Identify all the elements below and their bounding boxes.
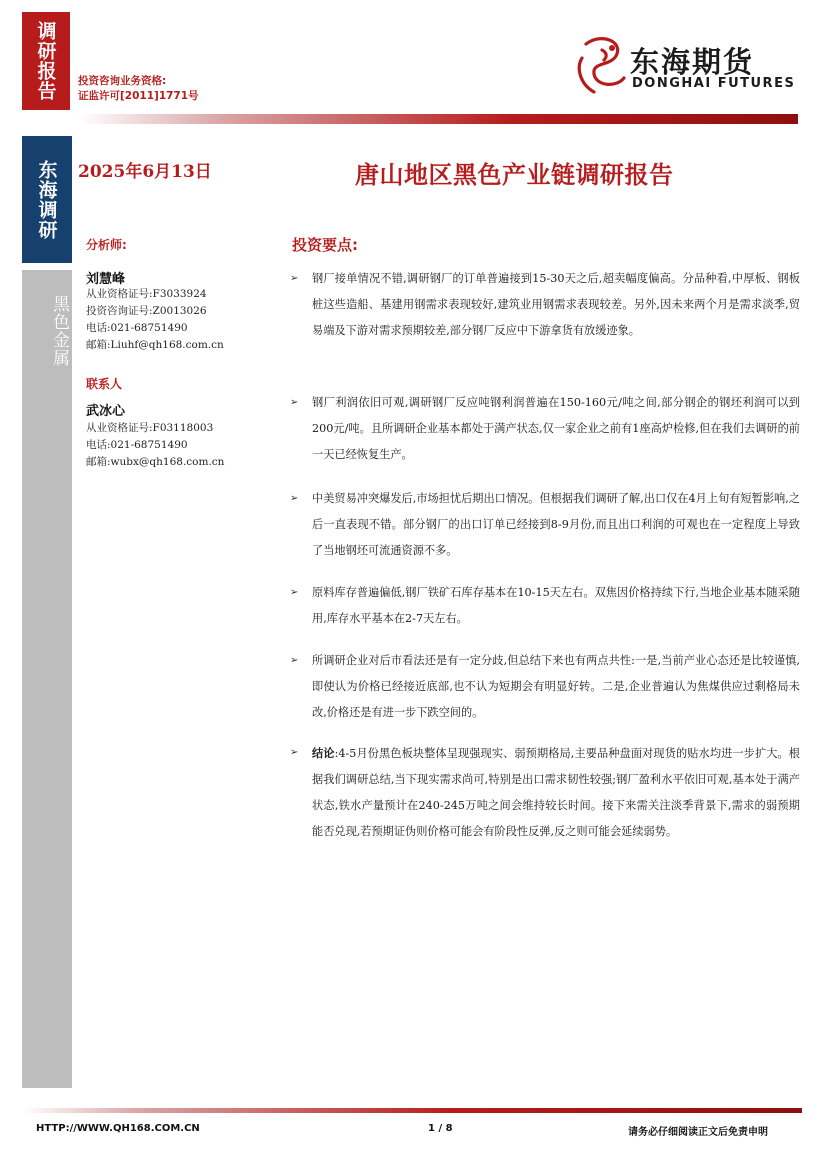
license-line-1: 投资咨询业务资格:: [78, 75, 167, 87]
bullet-arrow-icon: ➢: [290, 747, 299, 758]
bullet-arrow-icon: ➢: [290, 273, 299, 284]
key-point-text: 中美贸易冲突爆发后,市场担忧后期出口情况。但根据我们调研了解,出口仅在4月上旬有短暂影响,之后一直表现不错。部分钢厂的出口订单已经接到8-9月份,而且出口利润的可观也在一定程度上导致了当地钢坯可流通资源不多。: [312, 492, 800, 557]
contact-details: [86, 420, 224, 471]
footer-disclaimer: 请务必仔细阅读正文后免责申明: [628, 1127, 768, 1138]
footer-divider: [22, 1108, 802, 1113]
bullet-arrow-icon: ➢: [290, 655, 299, 666]
key-point-item: [290, 580, 800, 632]
license-info: [78, 74, 199, 104]
logo-text-en: DONGHAI FUTURES: [632, 76, 796, 91]
report-date: 2025年6月13日: [78, 162, 212, 182]
bullet-arrow-icon: ➢: [290, 397, 299, 408]
analyst-details: [86, 286, 224, 354]
page-number: 1 / 8: [428, 1123, 453, 1134]
contact-name: 武冰心: [86, 404, 126, 419]
header-divider: [78, 114, 798, 124]
contact-detail-line: 电话:021-68751490: [86, 439, 188, 451]
footer-website-link[interactable]: HTTP://WWW.QH168.COM.CN: [36, 1123, 200, 1134]
key-point-conclusion: [290, 740, 800, 845]
analyst-name: 刘慧峰: [86, 272, 126, 287]
key-point-item: [290, 390, 800, 468]
key-points-heading: 投资要点:: [292, 236, 358, 254]
contact-email-link[interactable]: 邮箱:wubx@qh168.com.cn: [86, 456, 225, 468]
bullet-arrow-icon: ➢: [290, 493, 299, 504]
key-point-item: [290, 648, 800, 726]
key-point-text: 原料库存普遍偏低,钢厂铁矿石库存基本在10-15天左右。双焦因价格持续下行,当地企业基本随采随用,库存水平基本在2-7天左右。: [312, 586, 800, 625]
bullet-arrow-icon: ➢: [290, 587, 299, 598]
contact-detail-line: 从业资格证号:F03118003: [86, 422, 214, 434]
report-type-tab: 调研报告: [22, 12, 70, 110]
analyst-label: 分析师:: [86, 238, 127, 252]
sidebar-grey-strip: [22, 270, 72, 1088]
conclusion-text: :4-5月份黑色板块整体呈现强现实、弱预期格局,主要品种盘面对现货的贴水均进一步扩大。根据我们调研总结,当下现实需求尚可,特别是出口需求韧性较强;钢厂盈利水平依旧可观,基本处于满产状态,铁水产量预计在240-245万吨之间会维持较长时间。接下来需关注淡季背景下,需求的弱预期能否兑现,若预期证伪则价格可能会有阶段性反弹,反之则可能会延续弱势。: [312, 747, 800, 838]
analyst-detail-line: 从业资格证号:F3033924: [86, 288, 207, 300]
analyst-detail-line: 投资咨询证号:Z0013026: [86, 305, 207, 317]
contact-label: 联系人: [86, 377, 123, 391]
key-point-text: 所调研企业对后市看法还是有一定分歧,但总结下来也有两点共性:一是,当前产业心态还是比较谨慎,即使认为价格已经接近底部,也不认为短期会有明显好转。二是,企业普遍认为焦煤供应过剩格局未改,价格还是有进一步下跌空间的。: [312, 654, 800, 719]
conclusion-text-wrapper: [312, 740, 800, 845]
key-point-text: 钢厂接单情况不错,调研钢厂的订单普遍接到15-30天之后,超卖幅度偏高。分品种看,中厚板、钢板桩这些造船、基建用钢需求表现较好,建筑业用钢需求表现较差。另外,因未来两个月是需求淡季,贸易端及下游对需求预期较差,部分钢厂反应中下游拿货有放缓迹象。: [312, 272, 800, 337]
analyst-email-link[interactable]: 邮箱:Liuhf@qh168.com.cn: [86, 339, 224, 351]
analyst-detail-line: 电话:021-68751490: [86, 322, 188, 334]
sidebar-sector-label: 黑色金属: [49, 295, 69, 367]
key-point-item: [290, 486, 800, 564]
logo-text-cn: 东海期货: [630, 45, 755, 79]
key-point-item: [290, 266, 800, 344]
key-point-text: 钢厂利润依旧可观,调研钢厂反应吨钢利润普遍在150-160元/吨之间,部分钢企的钢坯利润可以到200元/吨。且所调研企业基本都处于满产状态,仅一家企业之前有1座高炉检修,但在我们去调研的前一天已经恢复生产。: [312, 396, 800, 461]
license-line-2: 证监许可[2011]1771号: [78, 90, 199, 102]
report-title: 唐山地区黑色产业链调研报告: [355, 160, 674, 189]
conclusion-lead: 结论: [312, 746, 335, 760]
sidebar-category-label: 东海调研: [22, 136, 72, 263]
